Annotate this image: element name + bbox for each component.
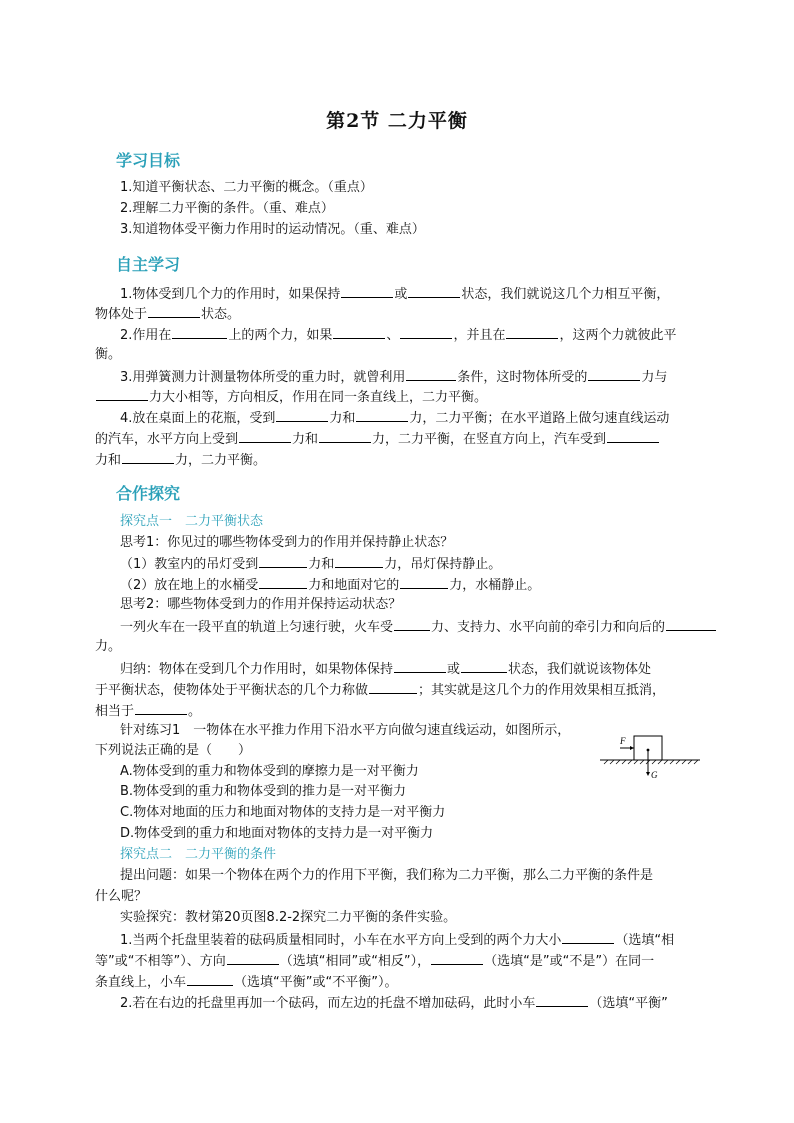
exercise-option-a[interactable]: A.物体受到的重力和物体受到的摩擦力是一对平衡力	[120, 764, 419, 779]
blank-field[interactable]	[276, 407, 328, 422]
self-q1-line1: 1.物体受到几个力的作用时，如果保持 或 状态，我们就说这几个力相互平衡，	[120, 283, 669, 305]
exercise-stem: 针对练习1 一物体在水平推力作用下沿水平方向做匀速直线运动，如图所示，	[120, 723, 571, 738]
blank-field[interactable]	[172, 324, 227, 339]
force-label: F	[620, 736, 626, 746]
blank-field[interactable]	[400, 574, 448, 589]
blank-field[interactable]	[122, 449, 174, 464]
blank-field[interactable]	[333, 324, 385, 339]
blank-field[interactable]	[431, 950, 483, 965]
self-q4-line2: 的汽车，水平方向上受到 力和 力，二力平衡，在竖直方向上，汽车受到	[95, 428, 660, 450]
blank-field[interactable]	[394, 616, 430, 631]
blank-field[interactable]	[259, 574, 307, 589]
summary-line: 相当于 。	[95, 700, 201, 722]
experiment-line: 实验探究：教材第20页图8.2-2探究二力平衡的条件实验。	[120, 910, 457, 925]
blank-field[interactable]	[588, 366, 640, 381]
blank-field[interactable]	[562, 929, 614, 944]
blank-field[interactable]	[408, 283, 460, 298]
experiment-q1-line3: 条直线上，小车 （选填“平衡”或“不平衡”）。	[95, 971, 397, 993]
section-heading-cooperative: 合作探究	[116, 484, 181, 503]
think-answer-line: （1）教室内的吊灯受到 力和 力，吊灯保持静止。	[120, 553, 501, 575]
problem-line: 提出问题：如果一个物体在两个力的作用下平衡，我们称为二力平衡，那么二力平衡的条件是	[120, 868, 654, 883]
exercise-option-d[interactable]: D.物体受到的重力和地面对物体的支持力是一对平衡力	[120, 826, 434, 841]
blank-field[interactable]	[607, 428, 659, 443]
gravity-arrowhead	[646, 772, 650, 776]
blank-field[interactable]	[96, 386, 148, 401]
exercise-stem: 下列说法正确的是（ ）	[95, 743, 252, 758]
blank-field[interactable]	[536, 992, 588, 1007]
think-answer-line: 一列火车在一段平直的轨道上匀速行驶，火车受 力、支持力、水平向前的牵引力和向后的	[120, 616, 717, 638]
self-q2-line2: 衡。	[95, 347, 122, 362]
experiment-q2-line1: 2.若在右边的托盘里再加一个砝码，而左边的托盘不增加砝码，此时小车 （选填“平衡”	[120, 992, 668, 1014]
blank-field[interactable]	[259, 553, 307, 568]
force-arrowhead	[630, 746, 634, 750]
goal-item: 2.理解二力平衡的条件。（重、难点）	[120, 201, 334, 216]
experiment-q1-line1: 1.当两个托盘里装着的砝码质量相同时，小车在水平方向上受到的两个力大小 （选填“相	[120, 929, 674, 951]
blank-field[interactable]	[239, 428, 291, 443]
blank-field[interactable]	[187, 971, 233, 986]
blank-field[interactable]	[319, 428, 371, 443]
blank-field[interactable]	[666, 616, 716, 631]
self-q3-line2: 力大小相等，方向相反，作用在同一条直线上，二力平衡。	[95, 386, 487, 408]
blank-field[interactable]	[406, 366, 456, 381]
self-q4-line3: 力和 力，二力平衡。	[95, 449, 266, 471]
self-q3-line1: 3.用弹簧测力计测量物体所受的重力时，就曾利用 条件，这时物体所受的 力与	[120, 366, 667, 388]
exercise-option-c[interactable]: C.物体对地面的压力和地面对物体的支持力是一对平衡力	[120, 805, 446, 820]
section-heading-goals: 学习目标	[116, 151, 181, 170]
self-q4-line1: 4.放在桌面上的花瓶，受到 力和 力，二力平衡；在水平道路上做匀速直线运动	[120, 407, 669, 429]
experiment-q1-line2: 等”或“不相等”）、方向 （选填“相同”或“相反”）， （选填“是”或“不是”）在同一	[95, 950, 654, 972]
blank-field[interactable]	[341, 283, 393, 298]
summary-line: 归纳：物体在受到几个力作用时，如果物体保持 或 状态，我们就说该物体处	[120, 658, 651, 680]
blank-field[interactable]	[506, 324, 558, 339]
subsection-title: 探究点二 二力平衡的条件	[120, 847, 277, 862]
blank-field[interactable]	[356, 407, 408, 422]
blank-field[interactable]	[400, 324, 452, 339]
goal-item: 3.知道物体受平衡力作用时的运动情况。（重、难点）	[120, 222, 425, 237]
exercise-option-b[interactable]: B.物体受到的重力和物体受到的推力是一对平衡力	[120, 784, 407, 799]
think-answer-line: （2）放在地上的水桶受 力和地面对它的 力，水桶静止。	[120, 574, 540, 596]
blank-field[interactable]	[148, 303, 200, 318]
gravity-label: G	[651, 770, 658, 780]
blank-field[interactable]	[461, 658, 507, 673]
think-question: 思考2：哪些物体受到力的作用并保持运动状态？	[120, 597, 402, 612]
force-diagram	[598, 730, 702, 782]
summary-line: 于平衡状态，使物体处于平衡状态的几个力称做 ；其实就是这几个力的作用效果相互抵消，	[95, 679, 665, 701]
blank-field[interactable]	[227, 950, 279, 965]
section-heading-self-study: 自主学习	[116, 255, 181, 274]
goal-item: 1.知道平衡状态、二力平衡的概念。（重点）	[120, 180, 373, 195]
self-q1-line2: 物体处于 状态。	[95, 303, 240, 325]
blank-field[interactable]	[135, 700, 187, 715]
page-title: 第2节 二力平衡	[326, 110, 468, 132]
blank-field[interactable]	[394, 658, 446, 673]
think-answer-line: 力。	[95, 639, 122, 654]
blank-field[interactable]	[335, 553, 383, 568]
think-question: 思考1：你见过的哪些物体受到力的作用并保持静止状态？	[120, 535, 454, 550]
blank-field[interactable]	[369, 679, 417, 694]
ground-hatch	[604, 760, 698, 764]
subsection-title: 探究点一 二力平衡状态	[120, 514, 264, 529]
problem-line: 什么呢？	[95, 889, 148, 904]
self-q2-line1: 2.作用在 上的两个力，如果 、 ，并且在 ，这两个力就彼此平	[120, 324, 676, 346]
